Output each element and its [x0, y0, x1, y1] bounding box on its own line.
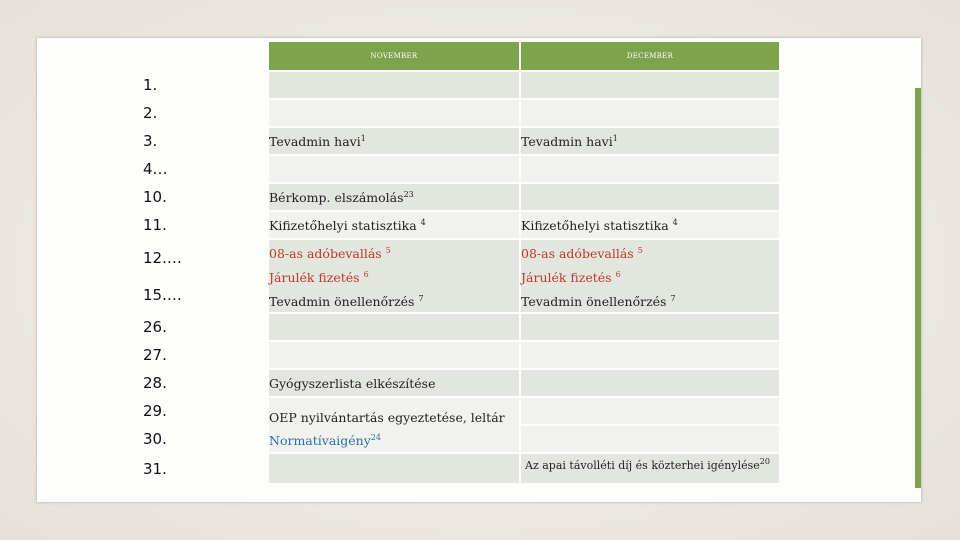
december-cell [521, 426, 779, 452]
task-line [269, 408, 519, 428]
table-row [143, 128, 779, 154]
november-cell [269, 100, 519, 126]
table-row [143, 212, 779, 238]
day-label: 30. [143, 426, 267, 452]
december-cell [521, 314, 779, 340]
november-cell [269, 398, 519, 452]
december-cell [521, 72, 779, 98]
day-label: 2. [143, 100, 267, 126]
november-cell [269, 212, 519, 238]
december-cell [521, 342, 779, 368]
november-cell: Gyógyszerlista elkészítése [269, 370, 519, 396]
task-text: Normatívaigény [269, 432, 371, 448]
task-text: Tevadmin havi [269, 133, 361, 149]
day-label: 12.… [143, 240, 267, 276]
task-text: Tevadmin havi [521, 133, 613, 149]
day-label: 15.… [143, 278, 267, 312]
accent-bar [915, 88, 921, 488]
december-cell [521, 240, 779, 312]
day-label: 1. [143, 72, 267, 98]
november-cell [269, 156, 519, 182]
day-label: 10. [143, 184, 267, 210]
table-row [143, 314, 779, 340]
task-text: Kifizetőhelyi statisztika [521, 217, 669, 233]
task-line [269, 240, 519, 264]
table-row [143, 184, 779, 210]
task-text: Tevadmin önellenőrzés [521, 294, 667, 309]
header-november: NOVEMBER [269, 42, 519, 70]
december-cell [521, 398, 779, 424]
november-cell [269, 314, 519, 340]
november-cell [269, 240, 519, 312]
footnote: 7 [670, 294, 676, 303]
task-line [269, 288, 519, 312]
day-label: 29. [143, 398, 267, 424]
task-line [521, 288, 779, 312]
november-cell [269, 184, 519, 210]
day-label: 26. [143, 314, 267, 340]
december-cell [521, 184, 779, 210]
table-row [143, 342, 779, 368]
task-text: Járulék fizetés [269, 270, 360, 285]
calendar-table [141, 40, 781, 485]
december-cell [521, 156, 779, 182]
task-text: 08-as adóbevallás [269, 246, 382, 261]
footnote: 7 [418, 294, 424, 303]
footnote: 6 [363, 270, 369, 279]
december-cell [521, 370, 779, 396]
task-text: Kifizetőhelyi statisztika [269, 217, 417, 233]
task-line [269, 428, 519, 451]
header-december: DECEMBER [521, 42, 779, 70]
task-text: Bérkomp. elszámolás [269, 189, 404, 205]
table-row [143, 100, 779, 126]
footnote: 24 [370, 432, 381, 442]
footnote: 6 [615, 270, 621, 279]
day-label: 31. [143, 454, 267, 483]
table-row [143, 454, 779, 483]
day-label: 28. [143, 370, 267, 396]
footnote: 20 [759, 457, 770, 466]
day-label: 3. [143, 128, 267, 154]
day-label: 4… [143, 156, 267, 182]
december-cell [521, 128, 779, 154]
footnote: 5 [385, 246, 391, 255]
footnote: 5 [637, 246, 643, 255]
november-cell [269, 128, 519, 154]
table-row [143, 240, 779, 276]
footnote: 4 [672, 217, 678, 227]
november-cell [269, 454, 519, 483]
task-text: Az apai távolléti díj és közterhei igénylése [525, 459, 760, 472]
task-line [521, 264, 779, 288]
december-cell [521, 212, 779, 238]
footnote: 1 [612, 133, 618, 143]
task-line [521, 240, 779, 264]
corner-cell [143, 42, 267, 70]
table-row [143, 156, 779, 182]
task-text: Járulék fizetés [521, 270, 612, 285]
task-text: Tevadmin önellenőrzés [269, 294, 415, 309]
task-text: OEP nyilvántartás egyeztetése, leltár [269, 409, 505, 425]
header-row [143, 42, 779, 70]
table-row [143, 398, 779, 424]
november-cell [269, 342, 519, 368]
table-row [143, 72, 779, 98]
footnote: 4 [420, 217, 426, 227]
december-cell [521, 100, 779, 126]
day-label: 27. [143, 342, 267, 368]
footnote: 23 [403, 189, 414, 199]
day-label: 11. [143, 212, 267, 238]
footnote: 1 [360, 133, 366, 143]
task-text: 08-as adóbevallás [521, 246, 634, 261]
november-cell [269, 72, 519, 98]
table-row [143, 370, 779, 396]
task-line [269, 264, 519, 288]
december-cell [521, 454, 779, 483]
